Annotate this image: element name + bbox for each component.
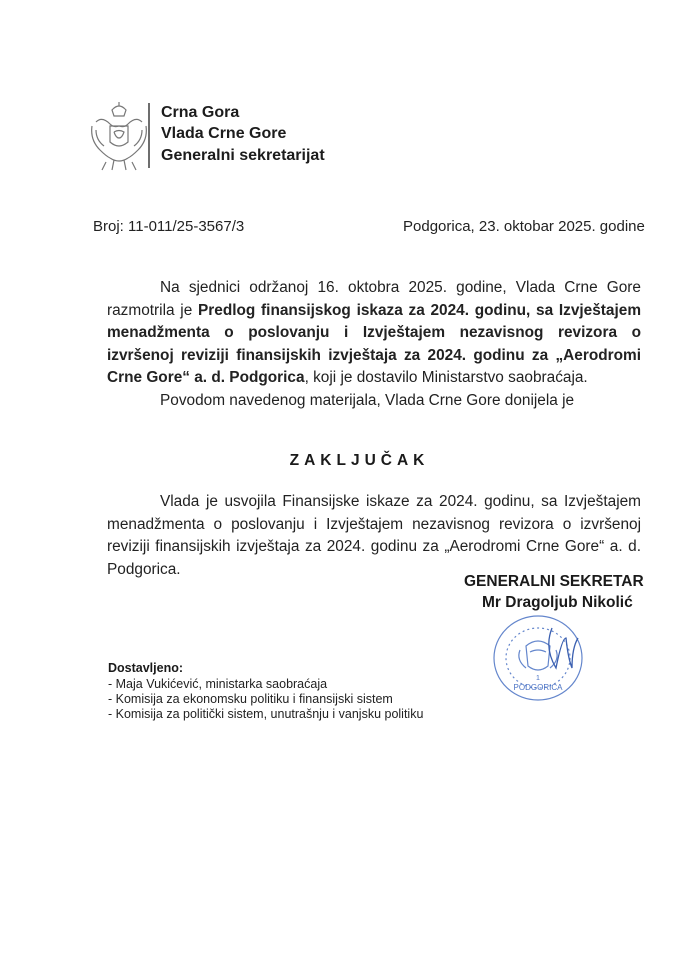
- conclusion-line: menadžmenta o poslovanju i Izvještajem nezavisnog revizora o izvršenoj: [107, 515, 641, 533]
- svg-text:PODGORICA: PODGORICA: [513, 683, 563, 692]
- svg-text:1: 1: [536, 675, 540, 682]
- distribution-heading: Dostavljeno:: [108, 661, 184, 675]
- intro-paragraph: [107, 277, 641, 412]
- header-secretariat: Generalni sekretarijat: [161, 147, 325, 164]
- header-divider: [148, 103, 150, 168]
- coat-of-arms-emblem: [88, 100, 150, 174]
- conclusion-paragraph: [107, 491, 641, 581]
- distribution-item: - Maja Vukićević, ministarka saobraćaja: [108, 677, 328, 691]
- place-and-date: Podgorica, 23. oktobar 2025. godine: [403, 218, 645, 235]
- distribution-item: - Komisija za ekonomsku politiku i finansijski sistem: [108, 692, 393, 706]
- intro-line-bold: Predlog finansijskog iskaza za 2024. godinu, sa Izvještajem: [198, 301, 642, 319]
- signatory-name: Mr Dragoljub Nikolić: [482, 594, 633, 611]
- official-stamp: [490, 608, 590, 703]
- conclusion-line: Podgorica.: [107, 560, 181, 578]
- government-seal-icon: [490, 608, 590, 703]
- conclusion-line: Vlada je usvojila Finansijske iskaze za 2024. godinu, sa Izvještajem: [160, 493, 641, 510]
- intro-line: Povodom navedenog materijala, Vlada Crne Gore donijela je: [160, 391, 575, 409]
- header-government: Vlada Crne Gore: [161, 125, 287, 142]
- intro-line-bold: Crne Gore“ a. d. Podgorica: [107, 369, 305, 386]
- signatory-title: GENERALNI SEKRETAR: [464, 573, 644, 590]
- distribution-item: - Komisija za politički sistem, unutrašnju i vanjsku politiku: [108, 707, 424, 721]
- intro-line-bold: menadžmenta o poslovanju i Izvještajem nezavisnog revizora o: [107, 324, 641, 341]
- intro-line-bold: izvršenoj reviziji finansijskih izvještaja za 2024. godinu za „Aerodromi: [107, 346, 641, 364]
- intro-line: razmotrila je: [107, 301, 199, 319]
- eagle-crest-icon: [88, 100, 150, 174]
- header-country: Crna Gora: [161, 104, 240, 121]
- intro-line: Na sjednici održanoj 16. oktobra 2025. godine, Vlada Crne Gore: [160, 279, 641, 296]
- conclusion-line: reviziji finansijskih izvještaja za 2024. godinu za „Aerodromi Crne Gore“ a. d.: [107, 538, 641, 555]
- conclusion-title: ZAKLJUČAK: [289, 452, 430, 469]
- document-number: Broj: 11-011/25-3567/3: [93, 218, 245, 235]
- intro-line: , koji je dostavilo Ministarstvo saobraćaja.: [304, 369, 588, 386]
